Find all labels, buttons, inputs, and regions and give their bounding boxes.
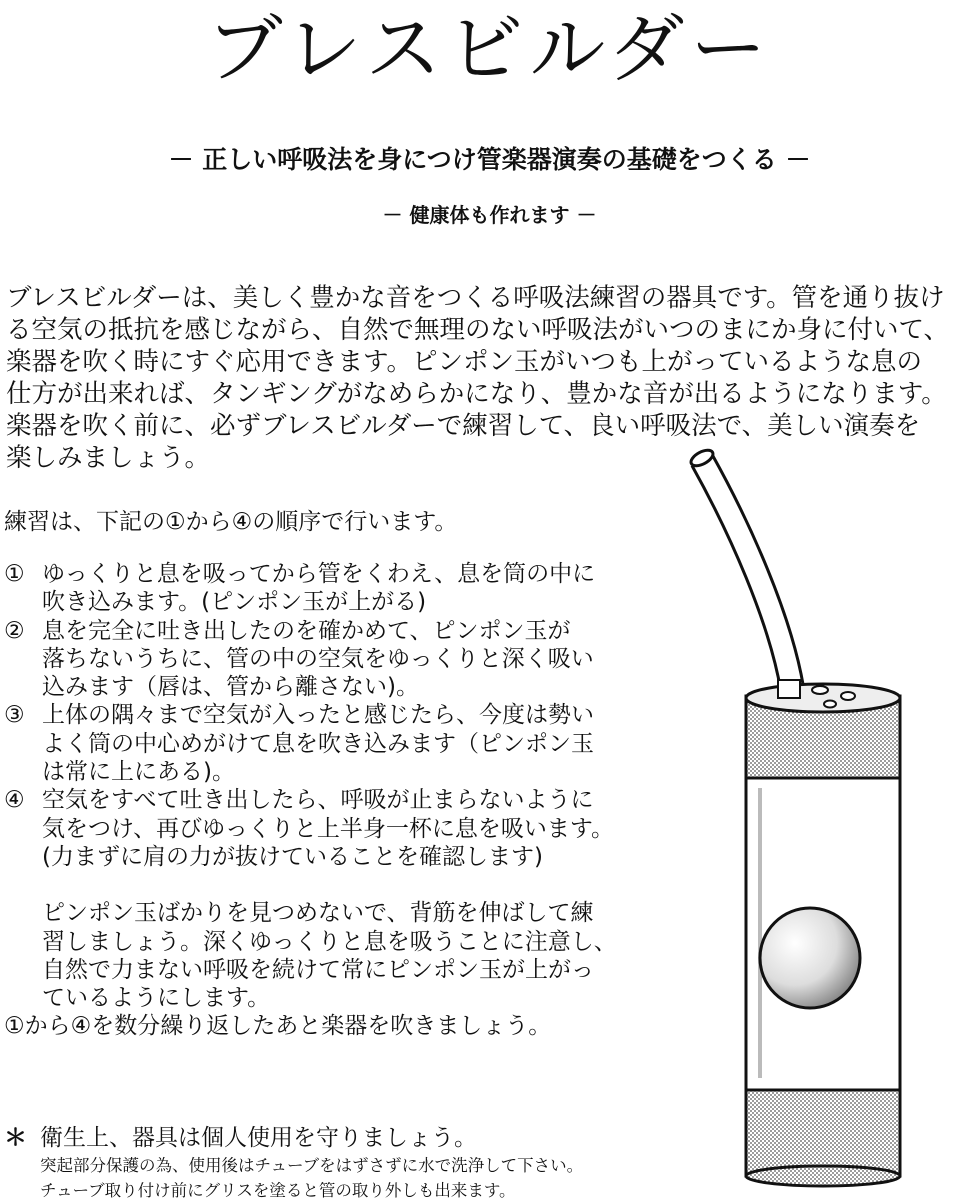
repeat-instruction: ①から④を数分繰り返したあと楽器を吹きましょう。 — [4, 1013, 552, 1039]
hygiene-notice — [4, 1122, 477, 1154]
tube-straw — [689, 448, 792, 688]
note-line: ピンポン玉ばかりを見つめないで、背筋を伸ばして練 — [42, 900, 594, 927]
asterisk-icon: ＊ — [4, 1125, 27, 1151]
step-item — [4, 560, 617, 617]
intro-line: 楽器を吹く前に、必ずブレスビルダーで練習して、良い呼吸法で、美しい演奏を — [6, 411, 921, 441]
intro-line: 楽器を吹く時にすぐ応用できます。ピンポン玉がいつも上がっているような息の — [6, 347, 922, 377]
step-line: (力まずに肩の力が抜けていることを確認します) — [42, 843, 543, 870]
intro-line: ブレスビルダーは、美しく豊かな音をつくる呼吸法練習の器具です。管を通り抜け — [6, 283, 945, 313]
intro-line: る空気の抵抗を感じながら、自然で無理のない呼吸法がいつのまにか身に付いて、 — [6, 315, 949, 345]
hygiene-line-1: 突起部分保護の為、使用後はチューブをはずさずに水で洗浄して下さい。 — [40, 1156, 584, 1175]
note-line: 自然で力まない呼吸を続けて常にピンポン玉が上がっ — [42, 956, 594, 983]
note-line: 習しましょう。深くゆっくりと息を吸うことに注意し、 — [42, 928, 617, 955]
hygiene-main: 衛生上、器具は個人使用を守りましょう。 — [40, 1125, 477, 1151]
steps-lead: 練習は、下記の①から④の順序で行います。 — [4, 509, 458, 535]
step-line: ゆっくりと息を吸ってから管をくわえ、息を筒の中に — [42, 561, 596, 587]
step-line: 気をつけ、再びゆっくりと上半身一杯に息を吸います。 — [42, 815, 615, 842]
step-line: 上体の隅々まで空気が入ったと感じたら、今度は勢い — [42, 702, 594, 729]
step-item — [4, 701, 617, 786]
page-title: ブレスビルダー — [206, 4, 773, 93]
step-line: は常に上にある)。 — [42, 759, 235, 786]
intro-line: 楽しみましょう。 — [6, 443, 211, 473]
step-number: ① — [4, 561, 25, 587]
breath-builder-illustration — [680, 448, 920, 1188]
hygiene-line-2: チューブ取り付け前にグリスを塗ると管の取り外しも出来ます。 — [40, 1181, 516, 1200]
step-number: ④ — [4, 787, 25, 814]
step-line: 吹き込みます。(ピンポン玉が上がる) — [42, 589, 427, 616]
practice-note — [4, 899, 617, 1012]
step-line: 落ちないうちに、管の中の空気をゆっくりと深く吸い — [42, 645, 594, 672]
step-number: ② — [4, 617, 25, 644]
ping-pong-ball — [760, 908, 860, 1008]
step-line: 込みます（唇は、管から離さない)。 — [42, 674, 419, 701]
subtitle: － 正しい呼吸法を身につけ管楽器演奏の基礎をつくる － — [168, 145, 811, 174]
intro-line: 仕方が出来れば、タンギングがなめらかになり、豊かな音が出るようになります。 — [6, 379, 947, 409]
steps-list — [4, 560, 617, 1012]
step-line: よく筒の中心めがけて息を吹き込みます（ピンポン玉 — [42, 730, 594, 757]
step-line: 空気をすべて吐き出したら、呼吸が止まらないように — [42, 787, 594, 814]
subtitle-secondary: － 健康体も作れます － — [382, 203, 597, 227]
intro-paragraph — [6, 282, 949, 474]
step-line: 息を完全に吐き出したのを確かめて、ピンポン玉が — [42, 617, 571, 644]
note-line: ているようにします。 — [42, 985, 271, 1012]
step-item — [4, 617, 617, 702]
step-item — [4, 786, 617, 871]
step-number: ③ — [4, 702, 25, 729]
